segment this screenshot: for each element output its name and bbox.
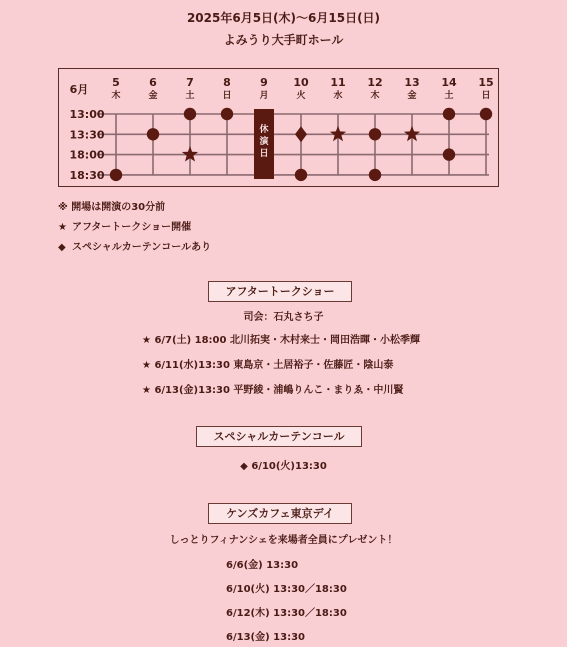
day-number: 12 <box>367 76 383 89</box>
performance-dot <box>221 108 233 120</box>
performance-dot <box>295 169 307 181</box>
performance-dot <box>147 128 159 140</box>
time-label: 13:00 <box>69 108 105 121</box>
day-of-week: 水 <box>333 91 343 101</box>
day-number: 9 <box>260 76 268 89</box>
diamond-icon: ◆ <box>58 242 66 253</box>
day-of-week: 月 <box>259 91 269 101</box>
cafe-date: 6/10(火) 13:30／18:30 <box>226 584 347 595</box>
time-label: 13:30 <box>69 128 105 142</box>
performance-dot <box>369 128 381 140</box>
day-number: 8 <box>223 76 231 89</box>
day-of-week: 土 <box>185 91 195 101</box>
star-icon: ★ <box>58 222 67 233</box>
day-number: 7 <box>186 76 194 89</box>
performance-dot <box>480 108 492 120</box>
day-of-week: 火 <box>296 91 306 101</box>
performance-dates: 2025年6月5日(木)〜6月15日(日) <box>186 11 381 25</box>
day-of-week: 日 <box>481 91 491 101</box>
after-talk-heading: アフタートークショー <box>208 281 352 302</box>
closed-day-label: 休 <box>259 125 269 135</box>
day-number: 6 <box>149 76 157 89</box>
day-of-week: 木 <box>370 91 380 101</box>
performance-dot <box>443 148 455 160</box>
time-label: 18:30 <box>69 168 105 182</box>
day-number: 14 <box>441 76 457 89</box>
schedule-grid <box>59 69 500 188</box>
day-number: 5 <box>112 76 120 89</box>
cafe-heading: ケンズカフェ東京デイ <box>208 503 352 524</box>
venue-name: よみうり大手町ホール <box>223 33 344 47</box>
day-number: 11 <box>330 76 346 89</box>
curtain-call-heading: スペシャルカーテンコール <box>196 426 362 447</box>
cafe-description: しっとりフィナンシェを来場者全員にプレゼント！ <box>169 535 398 546</box>
legend-open-note: ※ 開場は開演の30分前 <box>58 202 166 213</box>
day-of-week: 金 <box>407 91 417 101</box>
after-talk-host: 司会：石丸さち子 <box>243 312 324 323</box>
day-of-week: 木 <box>111 91 121 101</box>
day-number: 15 <box>478 76 494 89</box>
time-label: 18:00 <box>69 148 105 162</box>
performance-dot <box>443 108 455 120</box>
after-talk-item: ★ 6/7(土) 18:00 北川拓実・木村来士・岡田浩暉・小松季輝 <box>142 335 420 346</box>
performance-dot <box>110 169 122 181</box>
closed-day-label: 演 <box>259 137 269 147</box>
legend-star: ★ アフタートークショー開催 <box>58 218 211 238</box>
curtain-call-item: ◆ 6/10(火)13:30 <box>240 461 327 472</box>
closed-day-label: 日 <box>259 149 269 159</box>
cafe-date: 6/13(金) 13:30 <box>226 632 305 643</box>
month-label: 6月 <box>69 83 89 96</box>
curtain-call-diamond-icon <box>295 126 307 142</box>
cafe-date: 6/6(金) 13:30 <box>226 560 299 571</box>
performance-dot <box>369 169 381 181</box>
performance-dot <box>184 108 196 120</box>
after-talk-item: ★ 6/11(水)13:30 東島京・土居裕子・佐藤匠・陰山泰 <box>142 360 394 371</box>
day-of-week: 土 <box>444 91 454 101</box>
legend-diamond: ◆ スペシャルカーテンコールあり <box>58 238 211 258</box>
schedule-table <box>58 68 499 187</box>
after-talk-item: ★ 6/13(金)13:30 平野綾・浦嶋りんこ・まりゑ・中川賢 <box>142 385 404 396</box>
day-of-week: 日 <box>222 91 232 101</box>
day-of-week: 金 <box>148 91 158 101</box>
legend <box>58 198 211 258</box>
day-number: 10 <box>293 76 309 89</box>
day-number: 13 <box>404 76 420 89</box>
cafe-date: 6/12(木) 13:30／18:30 <box>226 608 347 619</box>
